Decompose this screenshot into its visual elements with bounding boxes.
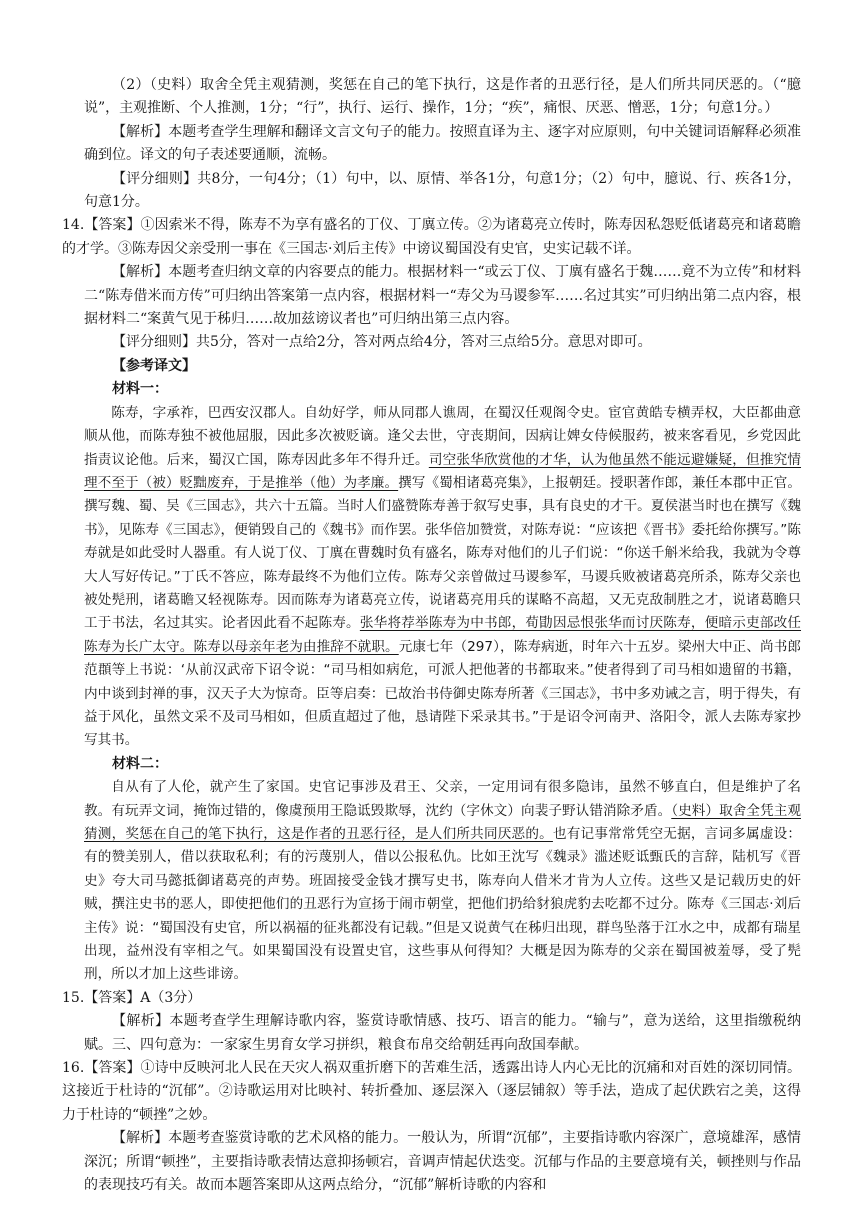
material-1-underline-2: 张华将荐举陈寿为中书郎，荀勖因忌恨张华而讨厌陈寿，便暗示吏部改任陈寿为长广太守。陈寿以母亲年老为由推辞不就职。 <box>84 615 802 655</box>
material-2-text <box>84 776 801 987</box>
q16-analysis: 【解析】本题考查鉴赏诗歌的艺术风格的能力。一般认为，所谓“沉郁”，主要指诗歌内容深广，意境雄浑，感情深沉；所谓“顿挫”，主要指诗歌表情达意抑扬顿宕，音调声情起伏迭变。沉郁与作品的主要意境有关，顿挫则与作品的表现技巧有关。故而本题答案即从这两点给分，“沉郁”解析诗歌的内容和 <box>84 1130 801 1194</box>
material-1-heading: 材料一： <box>112 381 168 398</box>
q14-analysis: 【解析】本题考查归纳文章的内容要点的能力。根据材料一“或云丁仪、丁廙有盛名于魏……竟不为立传”和材料二“陈寿借米而方传”可归纳出答案第一点内容，根据材料一“寿父为马谡参军……名过其实”可归纳出第二点内容，根据材料二“案黄气见于秭归……故加兹谤议者也”可归纳出第三点内容。 <box>84 264 801 328</box>
material-2-underline: （史料）取舍全凭主观猜测，奖惩在自己的笔下执行，这是作者的丑恶行径，是人们所共同厌恶的。 <box>84 802 801 842</box>
q14-answer: 14.【答案】①因索米不得，陈寿不为享有盛名的丁仪、丁廙立传。②为诸葛亮立传时，陈寿因私怨贬低诸葛亮和诸葛瞻的才学。③陈寿因父亲受刑一事在《三国志·刘后主传》中谤议蜀国没有史官，史实记载不详。 <box>62 217 801 257</box>
q13-scoring: 【评分细则】共8分，一句4分；（1）句中，以、原情、举各1分，句意1分；（2）句中，臆说、行、疾各1分，句意1分。 <box>84 170 801 211</box>
material-2-part-a: 自从有了人伦，就产生了家国。史官记事涉及君王、父亲，一定用词有很多隐讳，虽然不够直白，但是维护了名教。有玩弄文词，掩饰过错的，像虞预用王隐诋毁欺辱，沈约（字休文）向裴子野认错消除矛盾。 <box>84 779 801 819</box>
q15-analysis: 【解析】本题考查学生理解诗歌内容，鉴赏诗歌情感、技巧、语言的能力。“输与”，意为送给，这里指缴税纳赋。三、四句意为：一家家生男育女学习拼织，粮食布帛交给朝廷再向敌国奉献。 <box>84 1013 801 1053</box>
material-2-part-b: 也有记事常常凭空无据，言词多属虚设：有的赞美别人，借以获取私利；有的污蔑别人，借以公报私仇。比如王沈写《魏录》滥述贬诋甄氏的言辞，陆机写《晋史》夸大司马懿抵御诸葛亮的声势。班固接受金钱才撰写史书，陈寿向人借米才肯为人立传。这些又是记载历史的奸贼，撰注史书的恶人，即使把他们的丑恶行为宣扬于闹市朝堂，把他们扔给豺狼虎豹去吃都不过分。陈寿《三国志·刘后主传》说：“蜀国没有史官，所以祸福的征兆都没有记载。”但是又说黄气在秭归出现，群鸟坠落于江水之中，成都有瑞星出现，益州没有宰相之气。如果蜀国没有设置史官，这些事从何得知？大概是因为陈寿的父亲在蜀国被羞辱，受了髡刑，所以才加上这些诽谤。 <box>84 826 801 983</box>
material-1-part-c: 元康七年（297），陈寿病逝，时年六十五岁。梁州大中正、尚书郎范頵等上书说：‘从前汉武帝下诏令说：“司马相如病危，可派人把他著的书都取来。”使者得到了司马相如遗留的书籍，内中谈到封禅的事，汉天子大为惊奇。臣等启奏：已故治书侍御史陈寿所著《三国志》，书中多劝诫之言，明于得失，有益于风化，虽然文采不及司马相如，但质直超过了他，恳请陛下采录其书。”于是诏令河南尹、洛阳令，派人去陈寿家抄写其书。 <box>84 638 801 749</box>
material-1-underline-1: 司空张华欣赏他的才华，认为他虽然不能远避嫌疑，但推究情理不至于（被）贬黜废弃，于是推举（他）为孝廉。 <box>84 451 802 491</box>
material-1-part-b: 撰写《蜀相诸葛亮集》，上报朝廷。授职著作郎，兼任本郡中正官。撰写魏、蜀、吴《三国志》，共六十五篇。当时人们盛赞陈寿善于叙写史事，具有良史的才干。夏侯湛当时也在撰写《魏书》，见陈寿《三国志》，便销毁自己的《魏书》而作罢。张华倍加赞赏，对陈寿说：“应该把《晋书》委托给你撰写。”陈寿就是如此受时人器重。有人说丁仪、丁廙在曹魏时负有盛名，陈寿对他们的儿子们说：“你送千斛米给我，我就为令尊大人写好传记。”丁氏不答应，陈寿最终不为他们立传。陈寿父亲曾做过马谡参军，马谡兵败被诸葛亮所杀，陈寿父亲也被处髡刑，诸葛瞻又轻视陈寿。因而陈寿为诸葛亮立传，说诸葛亮用兵的谋略不高超，又无克敌制胜之才，说诸葛瞻只工于书法，名过其实。论者因此看不起陈寿。 <box>84 474 802 632</box>
q14-scoring: 【评分细则】共5分，答对一点给2分，答对两点给4分，答对三点给5分。意思对即可。 <box>112 334 652 351</box>
q13-analysis: 【解析】本题考查学生理解和翻译文言文句子的能力。按照直译为主、逐字对应原则，句中关键词语解释必须准确到位。译文的句子表述要通顺，流畅。 <box>84 123 801 164</box>
q15-answer: 15.【答案】A（3分） <box>62 989 202 1006</box>
q13-answer-part2: （2）（史料）取舍全凭主观猜测，奖惩在自己的笔下执行，这是作者的丑恶行径，是人们所共同厌恶的。（“臆说”，主观推断、个人推测，1分；“行”，执行、运行、操作，1分；“疾”，痛恨、厌恶、憎恶，1分；句意1分。） <box>84 77 801 117</box>
reference-translation-heading: 【参考译文】 <box>112 357 196 374</box>
material-2-heading: 材料二： <box>112 755 168 772</box>
material-1-text <box>84 402 801 753</box>
material-1-part-a: 陈寿，字承祚，巴西安汉郡人。自幼好学，师从同郡人谯周，在蜀汉任观阁令史。宦官黄皓专横弄权，大臣都曲意顺从他，而陈寿独不被他屈服，因此多次被贬谪。逢父去世，守丧期间，因病让婢女侍候服药，被来客看见，乡党因此指责议论他。后来，蜀汉亡国，陈寿因此多年不得升迁。 <box>84 404 801 468</box>
q16-answer: 16.【答案】①诗中反映河北人民在天灾人祸双重折磨下的苦难生活，透露出诗人内心无比的沉痛和对百姓的深切同情。这接近于杜诗的“沉郁”。②诗歌运用对比映衬、转折叠加、逐层深入（逐层铺叙）等手法，造成了起伏跌宕之美，这得力于杜诗的“顿挫”之妙。 <box>62 1060 801 1123</box>
